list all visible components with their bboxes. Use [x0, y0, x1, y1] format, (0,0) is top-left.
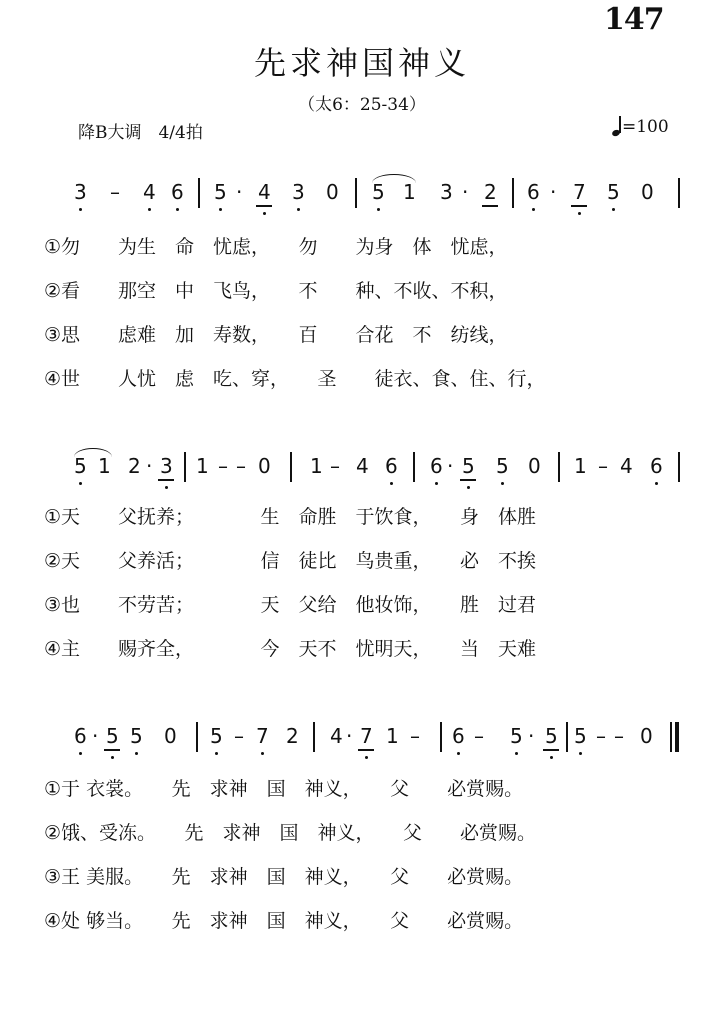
page-number: 147	[604, 2, 664, 37]
rest: 0	[258, 454, 271, 478]
note: 4	[143, 180, 156, 204]
eighth-underline	[358, 749, 374, 751]
low-octave-dot	[435, 482, 438, 485]
slur	[372, 174, 416, 183]
low-octave-dot	[578, 212, 581, 215]
barline	[566, 722, 568, 752]
barline	[290, 452, 292, 482]
note: 6	[171, 180, 184, 204]
note: 5	[510, 724, 523, 748]
note: 5	[545, 724, 558, 748]
barline	[558, 452, 560, 482]
note: 5	[372, 180, 385, 204]
note: 6	[452, 724, 465, 748]
lyric-verse-1: ①天 父抚养； 生 命胜 于饮食， 身 体胜	[44, 506, 537, 528]
dot: ·	[346, 724, 353, 748]
note: 5	[214, 180, 227, 204]
eighth-underline	[104, 749, 120, 751]
note: 5	[607, 180, 620, 204]
eighth-underline	[460, 479, 476, 481]
low-octave-dot	[176, 208, 179, 211]
dash: –	[218, 454, 228, 478]
note: 5	[462, 454, 475, 478]
rest: 0	[640, 724, 653, 748]
low-octave-dot	[515, 752, 518, 755]
note: 1	[574, 454, 587, 478]
lyric-verse-3: ③思 虑难 加 寿数， 百 合花 不 纺线，	[44, 324, 508, 346]
barline	[355, 178, 357, 208]
dash: –	[110, 180, 120, 204]
tempo-value: =100	[622, 117, 669, 137]
low-octave-dot	[550, 756, 553, 759]
note: 5	[496, 454, 509, 478]
dash: –	[234, 724, 244, 748]
slur	[74, 448, 112, 457]
note: 5	[106, 724, 119, 748]
dot: ·	[92, 724, 99, 748]
notation-line	[0, 720, 724, 756]
barline	[198, 178, 200, 208]
note: 3	[292, 180, 305, 204]
lyric-verse-1: ①于 衣裳。 先 求神 国 神义， 父 必赏赐。	[44, 778, 524, 800]
lyric-verse-3: ③王 美服。 先 求神 国 神义， 父 必赏赐。	[44, 866, 524, 888]
rest: 0	[528, 454, 541, 478]
note: 6	[430, 454, 443, 478]
dash: –	[236, 454, 246, 478]
rest: 0	[326, 180, 339, 204]
note: 3	[160, 454, 173, 478]
low-octave-dot	[532, 208, 535, 211]
eighth-underline	[158, 479, 174, 481]
note: 1	[98, 454, 111, 478]
dot: ·	[447, 454, 454, 478]
low-octave-dot	[467, 486, 470, 489]
note: 7	[256, 724, 269, 748]
note: 1	[386, 724, 399, 748]
note: 5	[74, 454, 87, 478]
notation-line	[0, 176, 724, 212]
note: 1	[403, 180, 416, 204]
low-octave-dot	[165, 486, 168, 489]
note: 6	[527, 180, 540, 204]
scripture-reference: （太6：25-34）	[298, 95, 426, 115]
low-octave-dot	[365, 756, 368, 759]
low-octave-dot	[579, 752, 582, 755]
barline	[196, 722, 198, 752]
key-signature: 降B大调 4/4拍	[78, 123, 203, 143]
low-octave-dot	[219, 208, 222, 211]
low-octave-dot	[263, 212, 266, 215]
page-title: 先求神国神义	[253, 44, 470, 82]
lyric-verse-2: ②天 父养活； 信 徒比 鸟贵重， 必 不挨	[44, 550, 537, 572]
low-octave-dot	[79, 752, 82, 755]
note: 5	[574, 724, 587, 748]
lyric-verse-2: ②饿、受冻。 先 求神 国 神义， 父 必赏赐。	[44, 822, 537, 844]
lyric-verse-4: ④处 够当。 先 求神 国 神义， 父 必赏赐。	[44, 910, 524, 932]
dash: –	[474, 724, 484, 748]
dot: ·	[236, 180, 243, 204]
barline	[512, 178, 514, 208]
low-octave-dot	[261, 752, 264, 755]
barline	[678, 178, 680, 208]
dash: –	[614, 724, 624, 748]
lyric-verse-4: ④世 人忧 虑 吃、穿， 圣 徒衣、食、住、行，	[44, 368, 546, 390]
note: 3	[440, 180, 453, 204]
eighth-underline	[543, 749, 559, 751]
barline	[184, 452, 186, 482]
note: 1	[310, 454, 323, 478]
low-octave-dot	[297, 208, 300, 211]
note: 5	[130, 724, 143, 748]
notation-line	[0, 450, 724, 486]
low-octave-dot	[148, 208, 151, 211]
note: 1	[196, 454, 209, 478]
rest: 0	[164, 724, 177, 748]
note: 4	[620, 454, 633, 478]
dash: –	[330, 454, 340, 478]
rest: 0	[641, 180, 654, 204]
note: 4	[356, 454, 369, 478]
note: 5	[210, 724, 223, 748]
quarter-note-icon	[612, 116, 622, 136]
barline	[313, 722, 315, 752]
final-thin-barline	[670, 722, 672, 752]
low-octave-dot	[215, 752, 218, 755]
eighth-underline	[256, 205, 272, 207]
low-octave-dot	[377, 208, 380, 211]
note: 7	[360, 724, 373, 748]
low-octave-dot	[135, 752, 138, 755]
dot: ·	[550, 180, 557, 204]
low-octave-dot	[111, 756, 114, 759]
dot: ·	[462, 180, 469, 204]
lyric-verse-4: ④主 赐齐全， 今 天不 忧明天， 当 天难	[44, 638, 537, 660]
barline	[413, 452, 415, 482]
eighth-underline	[482, 205, 498, 207]
tempo-marking	[612, 116, 669, 137]
low-octave-dot	[390, 482, 393, 485]
low-octave-dot	[501, 482, 504, 485]
final-thick-barline	[675, 722, 679, 752]
low-octave-dot	[79, 482, 82, 485]
low-octave-dot	[655, 482, 658, 485]
barline	[440, 722, 442, 752]
dash: –	[596, 724, 606, 748]
lyric-verse-3: ③也 不劳苦； 天 父给 他妆饰， 胜 过君	[44, 594, 537, 616]
note: 4	[330, 724, 343, 748]
note: 6	[650, 454, 663, 478]
note: 4	[258, 180, 271, 204]
lyric-verse-2: ②看 那空 中 飞鸟， 不 种、不收、不积，	[44, 280, 508, 302]
note: 2	[128, 454, 141, 478]
dot: ·	[528, 724, 535, 748]
low-octave-dot	[457, 752, 460, 755]
low-octave-dot	[612, 208, 615, 211]
note: 3	[74, 180, 87, 204]
lyric-verse-1: ①勿 为生 命 忧虑， 勿 为身 体 忧虑，	[44, 236, 508, 258]
note: 2	[484, 180, 497, 204]
note: 7	[573, 180, 586, 204]
eighth-underline	[571, 205, 587, 207]
note: 2	[286, 724, 299, 748]
dot: ·	[146, 454, 153, 478]
barline	[678, 452, 680, 482]
dash: –	[598, 454, 608, 478]
note: 6	[74, 724, 87, 748]
low-octave-dot	[79, 208, 82, 211]
dash: –	[410, 724, 420, 748]
note: 6	[385, 454, 398, 478]
